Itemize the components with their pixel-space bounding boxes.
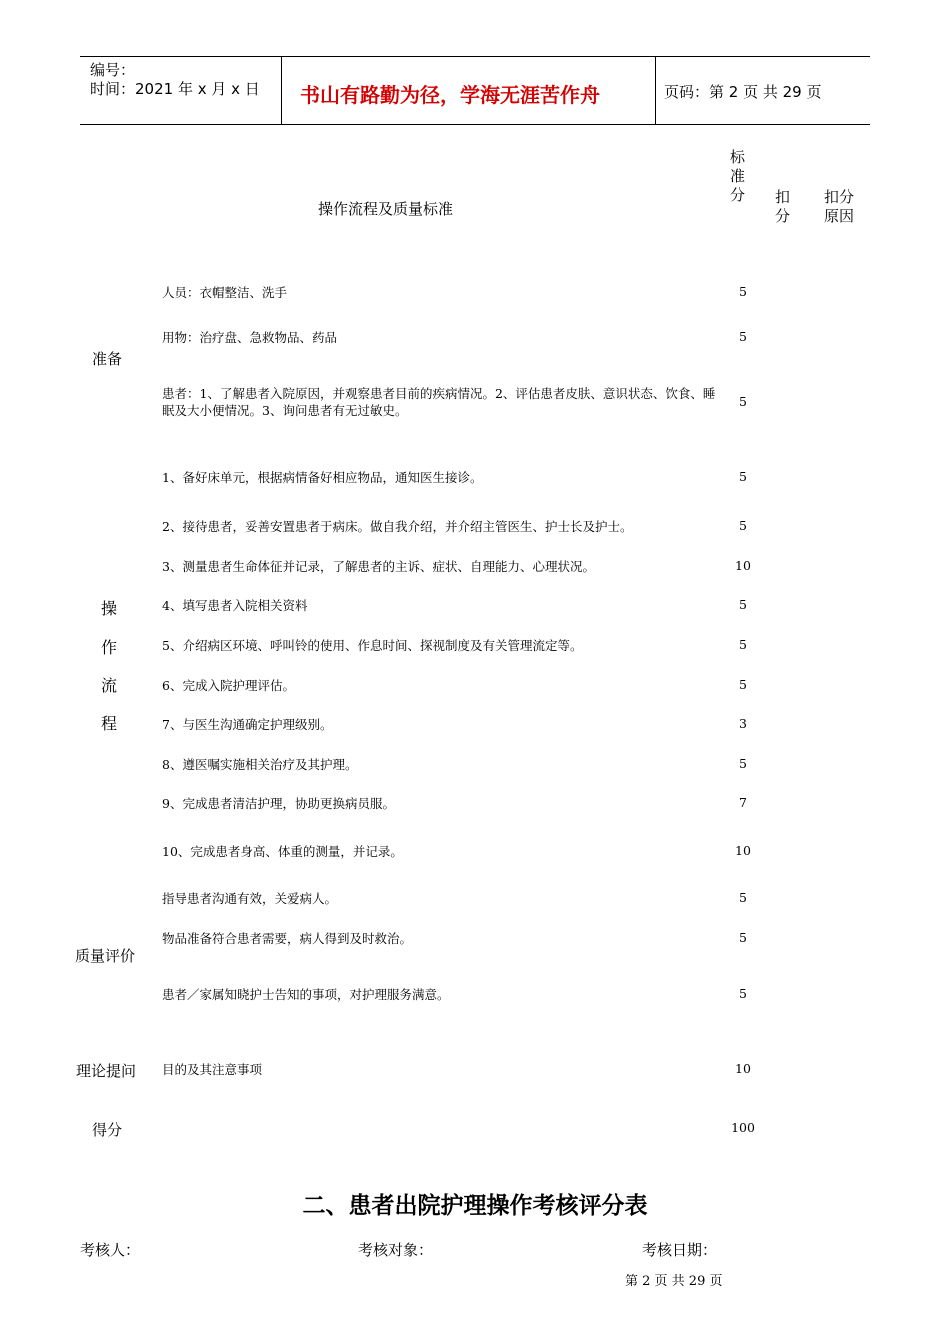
document-time-label: 时间：2021 年 x 月 x 日 [90,80,260,98]
prep-item-text: 人员：衣帽整洁、洗手 [162,285,288,300]
prep-item-score: 5 [739,329,747,344]
quality-item-score: 5 [739,890,747,905]
quality-item-score: 5 [739,986,747,1001]
operation-item-text: 5、介绍病区环境、呼叫铃的使用、作息时间、探视制度及有关管理流定等。 [162,638,583,653]
operation-item-text: 7、与医生沟通确定护理级别。 [162,717,333,732]
quality-item-text: 物品准备符合患者需要，病人得到及时救治。 [162,931,413,946]
section-label-quality: 质量评价 [75,947,136,965]
column-header-reason-line: 扣分 [824,188,855,206]
quality-item-text: 指导患者沟通有效，关爱病人。 [162,891,338,906]
section-label-total: 得分 [92,1121,123,1139]
operation-item-score: 5 [739,677,747,692]
operation-item-score: 5 [739,637,747,652]
operation-item-text: 1、备好床单元，根据病情备好相应物品，通知医生接诊。 [162,470,483,485]
operation-item-score: 3 [739,716,747,731]
column-header-process: 操作流程及质量标准 [318,200,454,218]
section-label-operation-char: 操 [100,599,117,618]
operation-item-score: 5 [739,518,747,533]
prep-item-score: 5 [739,394,747,409]
exam-date-label: 考核日期： [642,1241,718,1259]
examiner-label: 考核人： [80,1241,141,1259]
operation-item-text: 3、测量患者生命体征并记录，了解患者的主诉、症状、自理能力、心理状况。 [162,559,595,574]
prep-item-text: 用物：治疗盘、急救物品、药品 [162,330,338,345]
document-number-label: 编号： [90,61,136,79]
section-label-operation-char: 作 [100,638,117,657]
operation-item-score: 10 [735,558,751,573]
section-label-operation-char: 流 [100,676,117,695]
column-header-deduct-char: 分 [775,207,791,225]
operation-item-text: 10、完成患者身高、体重的测量，并记录。 [162,844,403,859]
column-header-deduct-char: 扣 [775,188,791,206]
prep-item-text: 患者：1、了解患者入院原因，并观察患者目前的疾病情况。2、评估患者皮肤、意识状态、饮食、睡眠及大小便情况。3、询问患者有无过敏史。 [162,386,716,418]
column-header-reason-line: 原因 [824,207,855,225]
header-divider-right [655,56,656,125]
footer-page-number: 第 2 页 共 29 页 [625,1274,723,1289]
header-divider-left [281,56,282,125]
prep-item-score: 5 [739,284,747,299]
operation-item-text: 6、完成入院护理评估。 [162,678,295,693]
column-header-standard [730,148,748,205]
header-motto: 书山有路勤为径，学海无涯苦作舟 [300,83,600,107]
operation-item-score: 10 [735,843,751,858]
operation-item-score: 5 [739,469,747,484]
quality-item-text: 患者／家属知晓护士告知的事项，对护理服务满意。 [162,987,450,1002]
operation-item-text: 2、接待患者，妥善安置患者于病床。做自我介绍，并介绍主管医生、护士长及护士。 [162,519,633,534]
total-score: 100 [731,1120,755,1135]
column-header-standard-char: 标 [730,148,746,166]
section-label-operation-char: 程 [100,714,117,733]
section-label-theory: 理论提问 [76,1062,137,1080]
header-bottom-rule [80,124,870,125]
theory-item-score: 10 [735,1061,751,1076]
section2-title: 二、患者出院护理操作考核评分表 [302,1193,648,1219]
column-header-reason [824,188,854,226]
column-header-standard-char: 分 [730,186,746,204]
quality-item-score: 5 [739,930,747,945]
column-header-deduct [775,188,793,226]
section-label-prep: 准备 [92,350,123,368]
operation-item-text: 4、填写患者入院相关资料 [162,598,308,613]
column-header-standard-char: 准 [730,167,746,185]
exam-target-label: 考核对象： [358,1241,434,1259]
operation-item-score: 5 [739,756,747,771]
theory-item-text: 目的及其注意事项 [162,1062,263,1077]
header-page-label: 页码：第 2 页 共 29 页 [664,83,822,101]
header-top-rule [80,56,870,57]
operation-item-score: 7 [739,795,747,810]
operation-item-score: 5 [739,597,747,612]
operation-item-text: 9、完成患者清洁护理，协助更换病员服。 [162,796,395,811]
operation-item-text: 8、遵医嘱实施相关治疗及其护理。 [162,757,358,772]
